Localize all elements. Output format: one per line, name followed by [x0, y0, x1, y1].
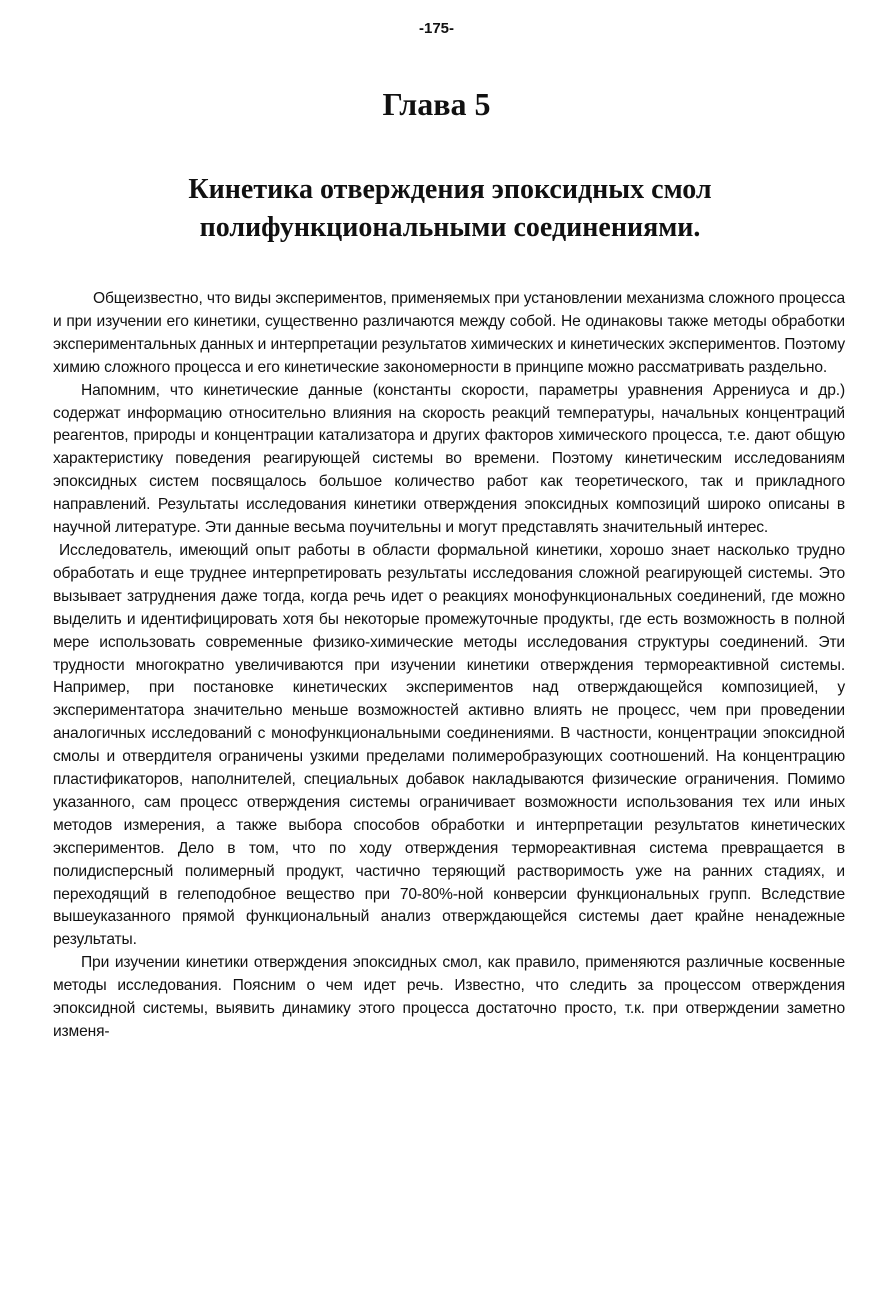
paragraph-2: Напомним, что кинетические данные (константы скорости, параметры уравнения Аррениуса и др.) содержат информацию относительно влияния на скорость реакций температуры, начальных концентраций реагентов, природы и концентрации катализатора и других факторов химического процесса, т.е. дают общую характеристику поведения реагирующей системы во времени. Поэтому кинетическим исследованиям эпоксидных систем посвящалось большое количество работ как теоретического, так и прикладного направлений. Результаты исследования кинетики отверждения эпоксидных композиций широко описаны в научной литературе. Эти данные весьма поучительны и могут представлять значительный интерес.: [53, 381, 845, 537]
paragraph-1: Общеизвестно, что виды экспериментов, применяемых при установлении механизма сложного процесса и при изучении его кинетики, существенно различаются между собой. Не одинаковы также методы обработки экспериментальных данных и интерпретации результатов химических и кинетических экспериментов. Поэтому химию сложного процесса и его кинетические закономерности в принципе можно рассматривать раздельно.: [53, 290, 845, 376]
page-number: -175-: [418, 20, 455, 37]
chapter-title-line-1: Кинетика отверждения эпоксидных смол: [188, 174, 712, 205]
paragraph-4: При изучении кинетики отверждения эпоксидных смол, как правило, применяются различные косвенные методы исследования. Поясним о чем идет речь. Известно, что следить за процессом отверждения эпоксидной системы, выявить динамику этого процесса достаточно просто, т.к. при отверждении заметно изменя-: [53, 954, 845, 1040]
chapter-title: [60, 171, 840, 247]
chapter-title-line-2: полифункциональными соединениями.: [199, 212, 701, 243]
chapter-heading: Глава 5: [382, 86, 491, 122]
paragraph-3: Исследователь, имеющий опыт работы в области формальной кинетики, хорошо знает насколько трудно обработать и еще труднее интерпретировать результаты исследования сложной реагирующей системы. Это вызывает затруднения даже тогда, когда речь идет о реакциях монофункциональных соединений, где можно выделить и идентифицировать хотя бы некоторые промежуточные продукты, где есть возможность в полной мере использовать современные физико-химические методы исследования структуры соединений. Эти трудности многократно увеличиваются при изучении кинетики отверждения термореактивной системы. Например, при постановке кинетических экспериментов над отверждающейся композицией, у экспериментатора значительно меньше возможностей активно влиять не процесс, чем при проведении аналогичных исследований с монофункциональными соединениями. В частности, концентрации эпоксидной смолы и отвердителя ограничены узкими пределами полимеробразующих соотношений. На концентрацию пластификаторов, наполнителей, специальных добавок накладываются физические ограничения. Помимо указанного, сам процесс отверждения системы ограничивает возможности использования тех или иных методов измерения, а также выбора способов обработки и интерпретации результатов кинетических экспериментов. Дело в том, что по ходу отверждения термореактивная система превращается в полидисперсный полимерный продукт, частично теряющий растворимость уже на ранних стадиях, и переходящий в гелеподобное вещество при 70-80%-ной конверсии функциональных групп. Вследствие вышеуказанного прямой функциональный анализ отверждающейся системы дает крайне ненадежные результаты.: [53, 541, 845, 949]
body-text: [53, 288, 845, 1044]
